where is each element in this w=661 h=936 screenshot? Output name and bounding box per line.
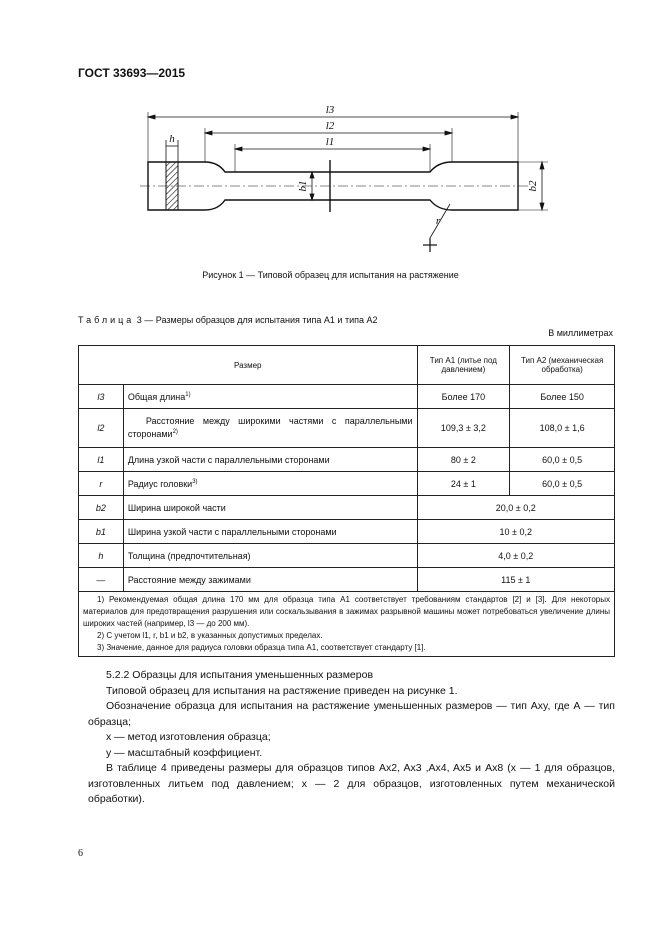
table-units: В миллиметрах — [548, 328, 613, 338]
symbol-cell: — — [79, 568, 124, 592]
table-notes-row — [79, 592, 615, 657]
value-both: 20,0 ± 0,2 — [417, 496, 614, 520]
label-h: h — [169, 133, 175, 145]
symbol-cell: l3 — [79, 385, 124, 409]
paragraph: Обозначение образца для испытания на растяжение уменьшенных размеров — тип Axy, где А — тип образца; — [88, 700, 615, 728]
value-a2: 108,0 ± 1,6 — [510, 409, 615, 448]
label-l2: l2 — [325, 120, 335, 132]
note-3: 3) Значение, данное для радиуса головки образца типа А1, соответствует стандарту [1]. — [97, 643, 426, 652]
section-heading: 5.2.2 Образцы для испытания уменьшенных размеров — [106, 669, 374, 681]
table-notes — [79, 592, 615, 657]
description-cell: Ширина узкой части с параллельными сторонами — [123, 520, 417, 544]
symbol-cell: l1 — [79, 448, 124, 472]
table-row — [79, 385, 615, 409]
label-r: r — [435, 215, 441, 227]
table-row — [79, 472, 615, 496]
value-a1: 80 ± 2 — [417, 448, 510, 472]
note-1: 1) Рекомендуемая общая длина 170 мм для образца типа А1 соответствует требованиям стандартов [2] и [3]. Для некоторых материалов для предотвращения разрушения или соскальзывания в зажимах разрывной машины может потребоваться увеличение длины широких частей (например, l3 — до 200 мм). — [83, 595, 610, 628]
value-both: 115 ± 1 — [417, 568, 614, 592]
value-both: 4,0 ± 0,2 — [417, 544, 614, 568]
table-row — [79, 448, 615, 472]
label-b2: b2 — [527, 180, 539, 192]
document-header: ГОСТ 33693—2015 — [78, 66, 186, 80]
body-text — [88, 668, 615, 808]
value-a2: 60,0 ± 0,5 — [510, 448, 615, 472]
symbol-cell: l2 — [79, 409, 124, 448]
specimen-figure — [130, 100, 560, 260]
label-l1: l1 — [325, 136, 335, 148]
paragraph: Типовой образец для испытания на растяжение приведен на рисунке 1. — [106, 684, 458, 697]
value-both: 10 ± 0,2 — [417, 520, 614, 544]
value-a1: 24 ± 1 — [417, 472, 510, 496]
symbol-cell: b1 — [79, 520, 124, 544]
table-row — [79, 544, 615, 568]
value-a2: 60,0 ± 0,5 — [510, 472, 615, 496]
table-row — [79, 409, 615, 448]
description-cell: Расстояние между широкими частями с параллельными сторонами$^{2)}$ — [123, 409, 417, 448]
label-b1: b1 — [297, 180, 309, 192]
header-type-a1: Тип А1 (литье под давлением) — [417, 346, 510, 385]
symbol-cell: b2 — [79, 496, 124, 520]
figure-caption: Рисунок 1 — Типовой образец для испытания на растяжение — [202, 270, 459, 280]
description-cell: Расстояние между зажимами — [123, 568, 417, 592]
description-cell: Толщина (предпочтительная) — [123, 544, 417, 568]
description-cell: Радиус головки$^{3)}$ — [123, 472, 417, 496]
value-a1: 109,3 ± 3,2 — [417, 409, 510, 448]
header-type-a2: Тип А2 (механическая обработка) — [510, 346, 615, 385]
paragraph: x — метод изготовления образца; — [106, 731, 271, 743]
header-size: Размер — [79, 346, 418, 385]
paragraph: y — масштабный коэффициент. — [106, 746, 263, 759]
description-cell: Длина узкой части с параллельными сторонами — [123, 448, 417, 472]
value-a1: Более 170 — [417, 385, 510, 409]
table-row — [79, 568, 615, 592]
symbol-cell: r — [79, 472, 124, 496]
value-a2: Более 150 — [510, 385, 615, 409]
description-cell: Общая длина$^{1)}$ — [123, 385, 417, 409]
table-row — [79, 520, 615, 544]
paragraph: В таблице 4 приведены размеры для образцов типов Ax2, Ax3 ,Ax4, Ax5 и Ax8 (x — 1 для образцов, изготовленных литьем под давлением; x — 2 для образцов, изготовленных путем механической обработки). — [88, 762, 615, 805]
label-l3: l3 — [325, 104, 335, 116]
description-cell: Ширина широкой части — [123, 496, 417, 520]
table-row — [79, 496, 615, 520]
page-number: 6 — [78, 848, 83, 859]
symbol-cell: h — [79, 544, 124, 568]
table-header-row — [79, 346, 615, 385]
note-2: 2) С учетом l1, r, b1 и b2, в указанных допустимых пределах. — [97, 631, 323, 640]
table-title: Таблица 3 — Размеры образцов для испытания типа А1 и типа А2 — [78, 315, 378, 325]
dimensions-table — [78, 345, 615, 657]
